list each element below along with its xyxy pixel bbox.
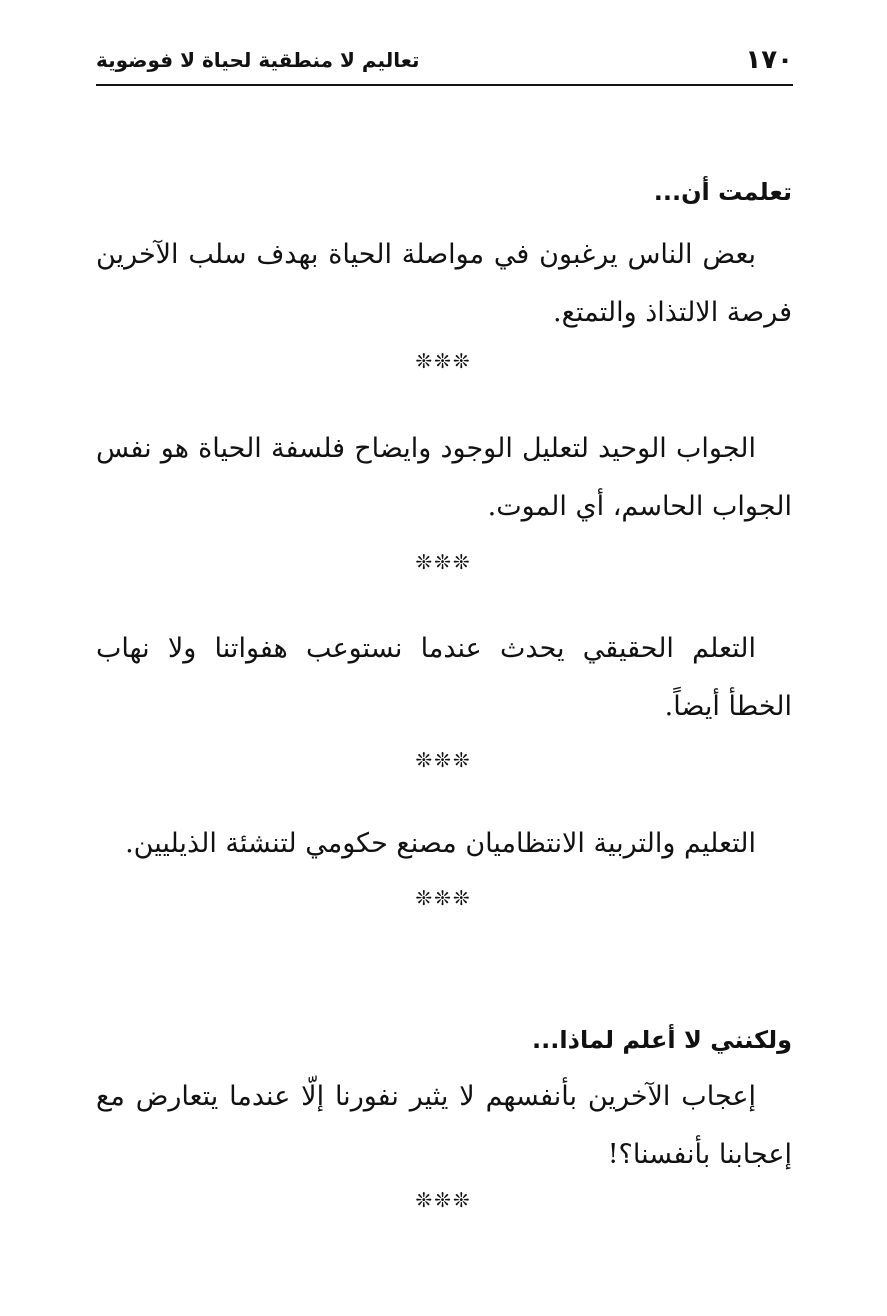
separator-ornament: ❊❊❊ xyxy=(415,1188,472,1212)
page-number: ١٧٠ xyxy=(745,45,793,75)
section-heading: تعلمت أن... xyxy=(653,178,792,206)
separator-ornament: ❊❊❊ xyxy=(415,349,472,373)
running-title: تعاليم لا منطقية لحياة لا فوضوية xyxy=(96,48,420,72)
paragraph: بعض الناس يرغبون في مواصلة الحياة بهدف سلب الآخرين فرصة الالتذاذ والتمتع. xyxy=(96,239,792,328)
paragraph: التعلم الحقيقي يحدث عندما نستوعب هفواتنا ولا نهاب الخطأ أيضاً. xyxy=(96,633,792,722)
page-header xyxy=(96,40,793,86)
separator-ornament: ❊❊❊ xyxy=(415,550,472,574)
separator-ornament: ❊❊❊ xyxy=(415,748,472,772)
paragraph: إعجاب الآخرين بأنفسهم لا يثير نفورنا إلّا عندما يتعارض مع إعجابنا بأنفسنا؟! xyxy=(96,1081,792,1170)
section-heading: ولكنني لا أعلم لماذا... xyxy=(532,1026,792,1054)
paragraph: الجواب الوحيد لتعليل الوجود وايضاح فلسفة الحياة هو نفس الجواب الحاسم، أي الموت. xyxy=(96,433,792,522)
paragraph: التعليم والتربية الانتظاميان مصنع حكومي لتنشئة الذيليين. xyxy=(125,828,756,859)
separator-ornament: ❊❊❊ xyxy=(415,886,472,910)
